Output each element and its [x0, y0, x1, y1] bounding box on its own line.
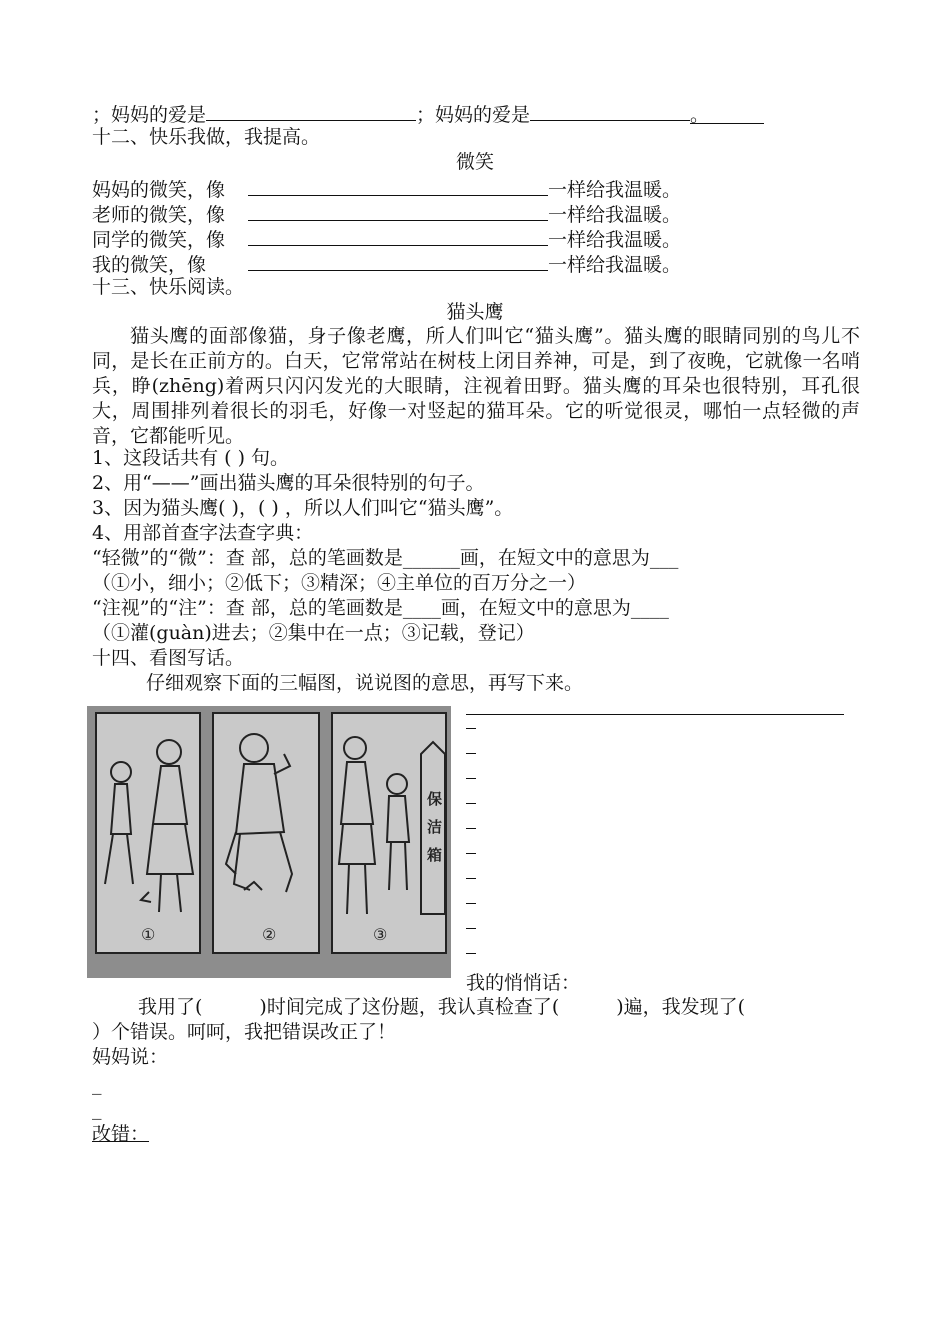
mother-love-label-2: ；妈妈的爱是	[416, 104, 531, 126]
writing-dash[interactable]	[466, 853, 476, 854]
owl-title: 猫头鹰	[446, 301, 504, 323]
writing-dash[interactable]	[466, 903, 476, 904]
panel-1	[95, 712, 201, 954]
question-3: 3、因为猫头鹰( )，( ) ，所以人们叫它“猫头鹰”。	[92, 497, 514, 519]
writing-line[interactable]	[466, 714, 844, 715]
question-2: 2、用“——”画出猫头鹰的耳朵很特别的句子。	[92, 472, 485, 494]
smile-row: 妈妈的微笑，像 一样给我温暖。	[92, 175, 681, 203]
writing-dash[interactable]	[466, 728, 476, 729]
smile-blank[interactable]	[248, 175, 548, 196]
panel-2	[212, 712, 320, 954]
writing-dash[interactable]	[466, 953, 476, 954]
smile-row: 老师的微笑，像 一样给我温暖。	[92, 200, 681, 228]
mother-love-label-1: ；妈妈的爱是	[92, 104, 207, 126]
bin-label-char: 保	[427, 790, 443, 808]
panel-3	[331, 712, 447, 954]
whisper-line-1: 我用了( )时间完成了这份题，我认真检查了( )遍，我发现了(	[138, 996, 746, 1018]
smile-title: 微笑	[455, 151, 494, 173]
question-4a-options: （①小，细小；②低下；③精深；④主单位的百万分之一）	[92, 572, 587, 594]
panel-number: ①	[141, 925, 156, 944]
smile-row: 同学的微笑，像 一样给我温暖。	[92, 225, 681, 253]
fix-errors-label: 改错：	[92, 1123, 150, 1145]
writing-dash[interactable]	[466, 778, 476, 779]
whisper-title: 我的悄悄话：	[466, 972, 581, 994]
mother-love-line	[92, 100, 764, 128]
writing-dash[interactable]	[466, 753, 476, 754]
smile-blank[interactable]	[248, 225, 548, 246]
bin-label-char: 箱	[427, 846, 443, 864]
smile-blank[interactable]	[248, 250, 548, 271]
panel-number: ③	[373, 925, 388, 944]
writing-dash[interactable]	[466, 828, 476, 829]
writing-dash[interactable]	[466, 803, 476, 804]
period-blank: 。	[690, 103, 764, 124]
panel-3-drawing	[333, 714, 445, 952]
blank-2[interactable]	[530, 100, 690, 121]
section-14-heading: 十四、看图写话。	[92, 647, 245, 669]
owl-passage: 猫头鹰的面部像猫，身子像老鹰，所人们叫它“猫头鹰”。猫头鹰的眼睛同别的鸟儿不同，是长在正前方的。白天，它常常站在树枝上闭目养神，可是，到了夜晚，它就像一名哨兵，睁(zhēng)着两只闪闪发光的大眼睛，注视着田野。猫头鹰的耳朵也很特别，耳孔很大，周围排列着很长的羽毛，好像一对竖起的猫耳朵。它的听觉很灵，哪怕一点轻微的声音，它都能听见。	[92, 325, 860, 447]
question-1: 1、这段话共有 ( ) 句。	[92, 447, 290, 469]
mom-dash[interactable]: _	[92, 1073, 102, 1095]
whisper-line-2: ）个错误。呵呵，我把错误改正了！	[92, 1021, 397, 1043]
smile-row: 我的微笑，像 一样给我温暖。	[92, 250, 681, 278]
panel-2-drawing	[214, 714, 318, 952]
bin-label-char: 洁	[427, 818, 443, 836]
question-4: 4、用部首查字法查字典：	[92, 522, 314, 544]
panel-number: ②	[262, 925, 277, 944]
question-4b: “注视”的“注”：查 部，总的笔画数是____画，在短文中的意思为____	[92, 597, 669, 619]
question-4b-options: （①灌(guàn)进去；②集中在一点；③记载，登记）	[92, 622, 535, 644]
mom-dash[interactable]: _	[92, 1098, 102, 1120]
section-12-heading: 十二、快乐我做，我提高。	[92, 126, 321, 148]
three-panel-picture	[87, 706, 451, 978]
question-4a: “轻微”的“微”：查 部，总的笔画数是______画，在短文中的意思为___	[92, 547, 679, 569]
mom-says: 妈妈说：	[92, 1046, 169, 1068]
writing-dash[interactable]	[466, 878, 476, 879]
smile-blank[interactable]	[248, 200, 548, 221]
section-13-heading: 十三、快乐阅读。	[92, 276, 245, 298]
panel-1-drawing	[97, 714, 199, 952]
picture-instruction: 仔细观察下面的三幅图，说说图的意思，再写下来。	[146, 672, 584, 694]
blank-1[interactable]	[206, 100, 416, 121]
writing-dash[interactable]	[466, 928, 476, 929]
